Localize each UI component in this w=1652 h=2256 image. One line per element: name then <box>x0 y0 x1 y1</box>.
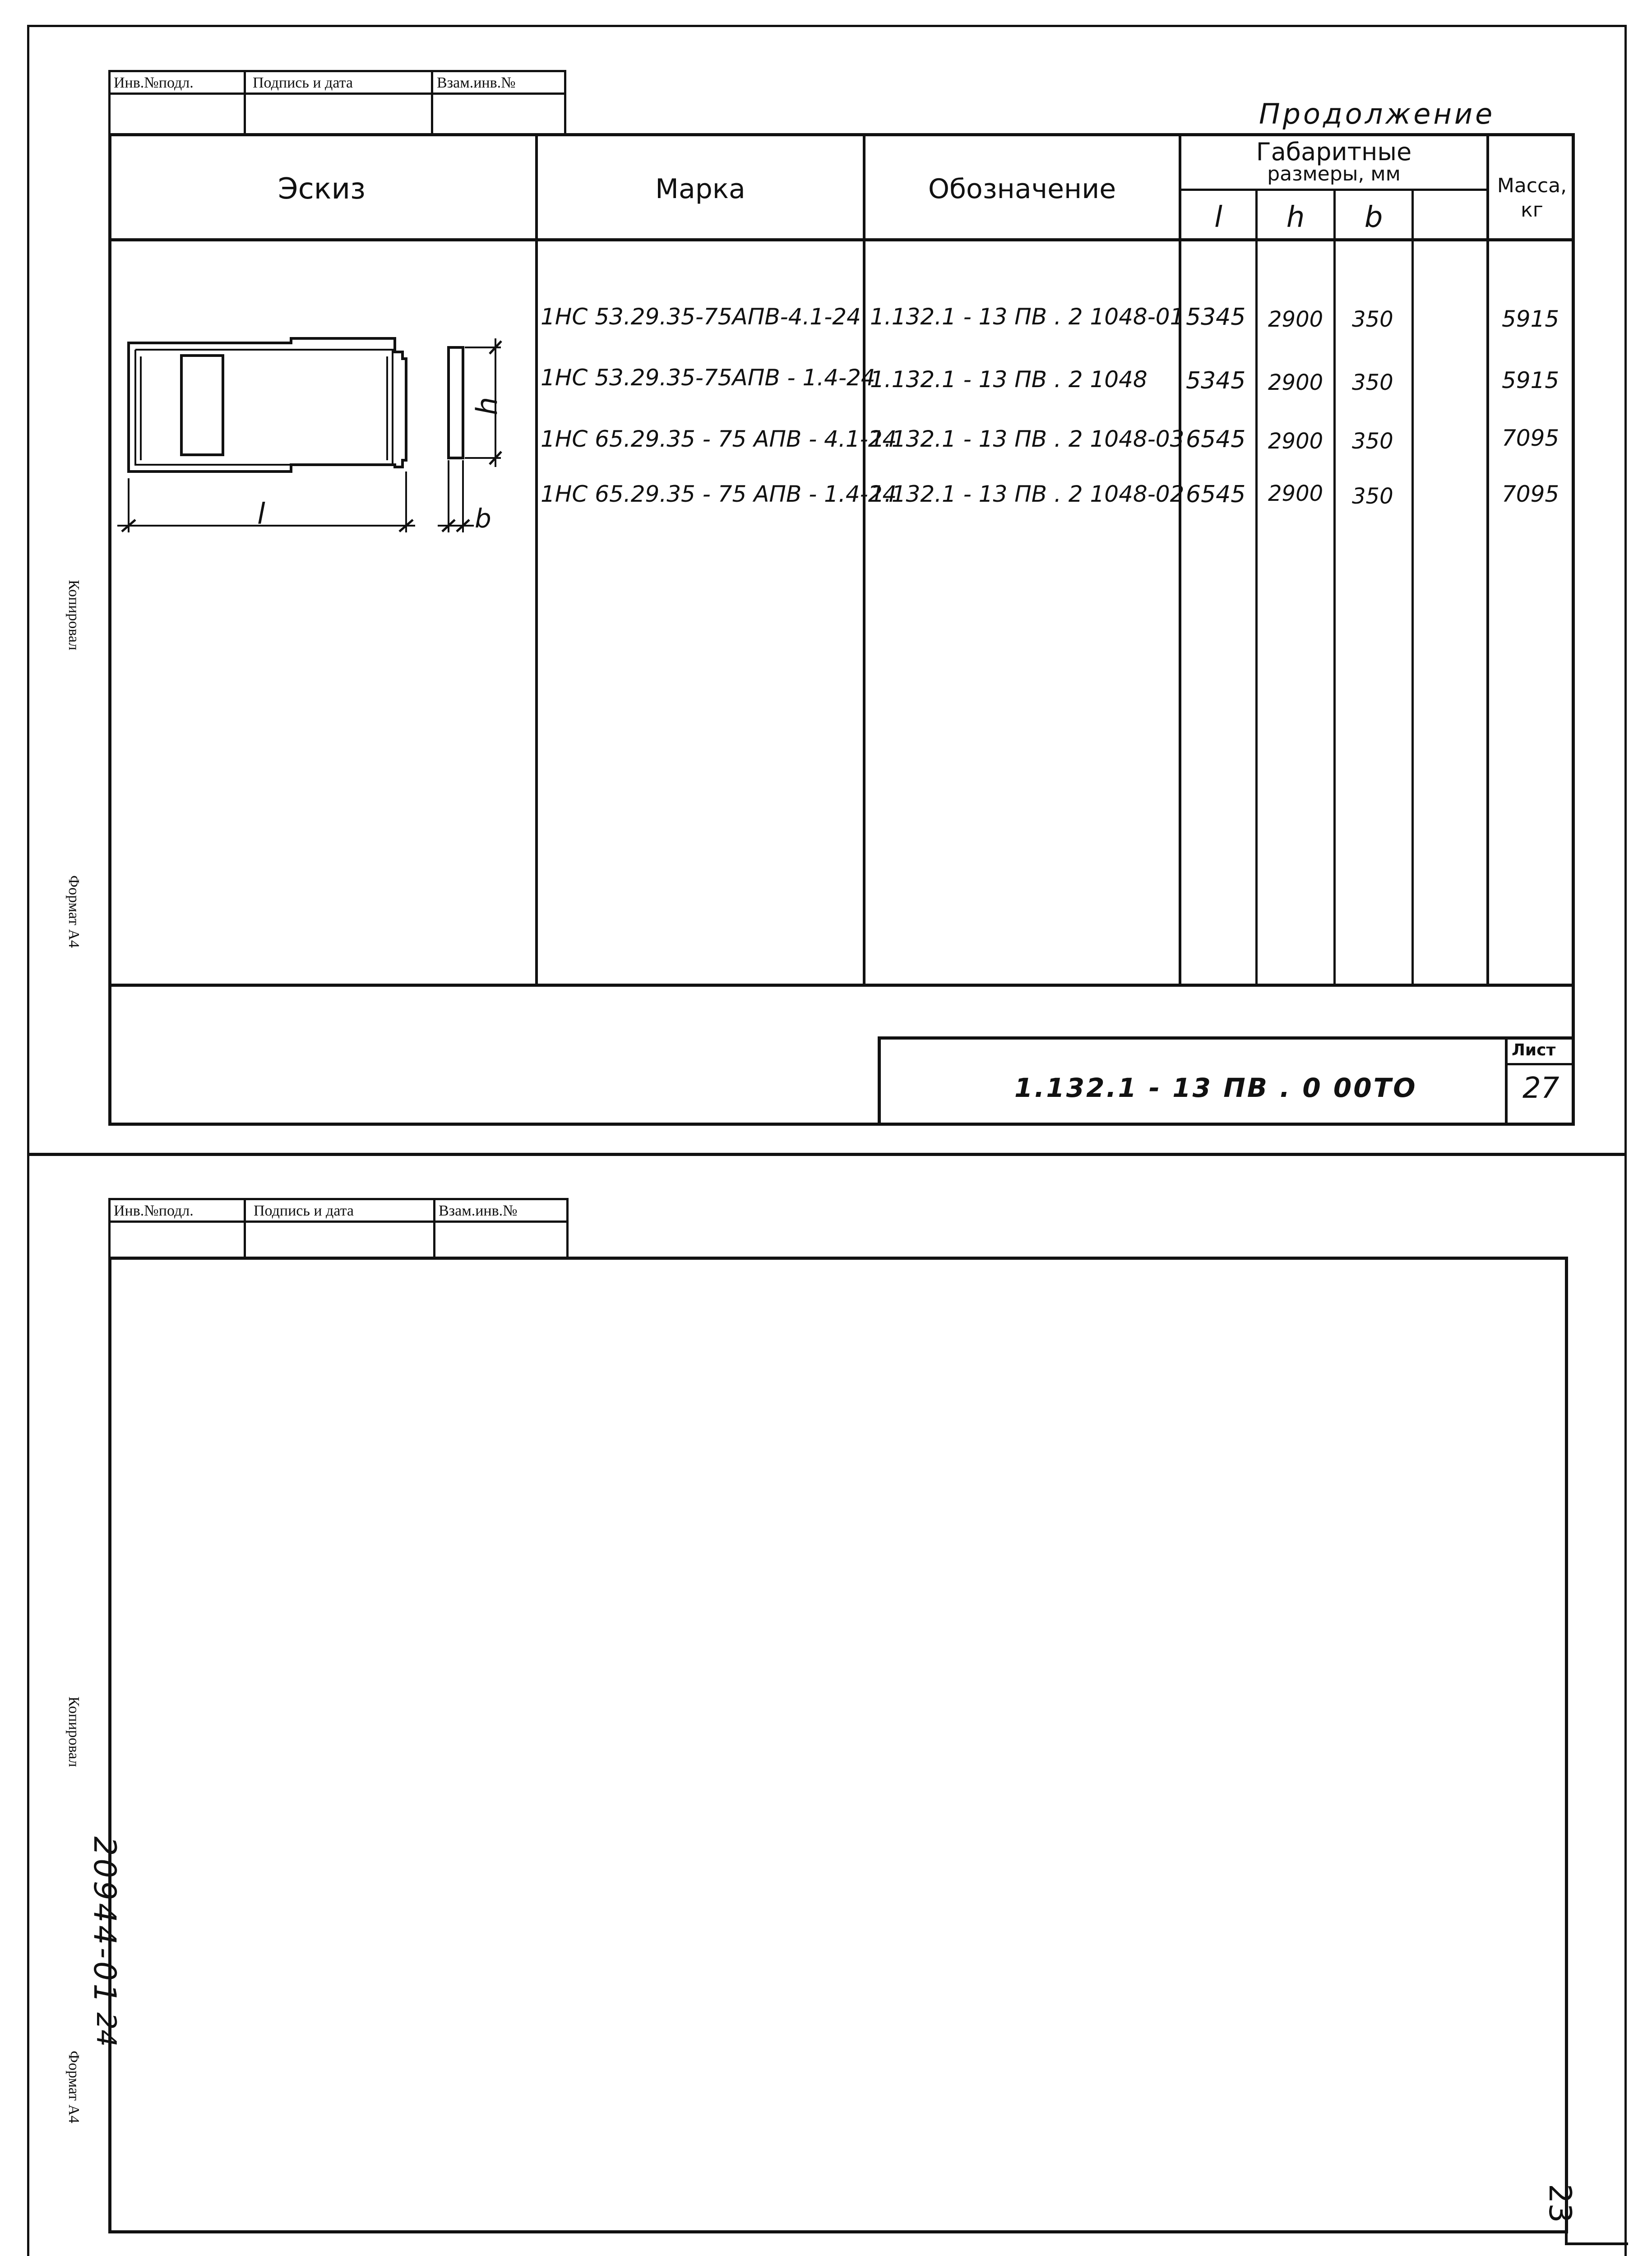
header-bottom-line <box>108 238 1575 241</box>
header-dims-title-2: размеры, мм <box>1267 162 1401 185</box>
row-1-b: 350 <box>1352 307 1393 332</box>
side-copied-label-2: Копировал <box>65 1697 82 1767</box>
stamp-inv-value-2 <box>108 1220 246 1259</box>
stamp-vzam-label: Взам.инв.№ <box>437 74 516 91</box>
header-mass-1: Масса, <box>1497 174 1567 197</box>
sketch-label-h: h <box>471 397 504 416</box>
table-bottom-line <box>108 984 1575 987</box>
header-dim-b: b <box>1364 201 1383 234</box>
col-sep-2 <box>863 133 865 985</box>
col-sep-1 <box>535 133 538 985</box>
col-sep-3 <box>1179 133 1181 985</box>
row-3-b: 350 <box>1352 429 1393 454</box>
row-3-mark: 1НС 65.29.35 - 75 АПВ - 4.1-24 <box>541 426 897 452</box>
continuation-label: Продолжение <box>1259 97 1495 130</box>
row-4-mark: 1НС 65.29.35 - 75 АПВ - 1.4-24 <box>541 481 897 507</box>
sketch-label-b: b <box>475 503 491 534</box>
corner-strip-bottom <box>1565 2242 1628 2245</box>
header-designation: Обозначение <box>928 173 1116 205</box>
stamp-vzam-value <box>431 92 566 135</box>
stamp-sign-value-2 <box>244 1220 435 1259</box>
header-sketch: Эскиз <box>278 172 366 206</box>
row-2-designation: 1.132.1 - 13 ПВ . 2 1048 <box>870 366 1148 393</box>
corner-number: 23 <box>1542 2184 1578 2223</box>
side-copied-label: Копировал <box>65 580 82 651</box>
row-4-h: 2900 <box>1268 481 1323 506</box>
main-frame-2 <box>108 1257 1568 2233</box>
stamp-sign-label: Подпись и дата <box>253 74 353 91</box>
header-mass-2: кг <box>1521 199 1543 222</box>
header-dim-l: l <box>1214 201 1222 234</box>
row-1-l: 5345 <box>1186 304 1246 331</box>
row-1-designation: 1.132.1 - 13 ПВ . 2 1048-01 <box>870 304 1185 330</box>
sheet-number: 27 <box>1522 1072 1559 1105</box>
row-2-h: 2900 <box>1268 370 1323 395</box>
side-page-number: 24 <box>90 2012 122 2047</box>
row-3-h: 2900 <box>1268 429 1323 454</box>
side-format-label-2: Формат А4 <box>65 2051 82 2123</box>
row-3-mass: 7095 <box>1502 425 1559 451</box>
row-3-l: 6545 <box>1186 426 1246 453</box>
row-4-mass: 7095 <box>1502 481 1559 507</box>
row-3-designation: 1.132.1 - 13 ПВ . 2 1048-03 <box>870 426 1185 452</box>
stamp-inv-label: Инв.№подл. <box>114 74 194 91</box>
sheet-label: Лист <box>1512 1041 1556 1059</box>
row-2-mark: 1НС 53.29.35-75АПВ - 1.4-24 <box>541 365 875 391</box>
row-4-b: 350 <box>1352 484 1393 509</box>
side-format-label: Формат А4 <box>65 875 82 948</box>
stamp-inv-label-2: Инв.№подл. <box>114 1202 194 1219</box>
title-block-sheet-sep <box>1505 1036 1508 1126</box>
stamp-inv-value <box>108 92 246 135</box>
panel-sketch <box>108 316 532 559</box>
header-mark: Марка <box>655 173 745 205</box>
row-2-mass: 5915 <box>1502 367 1559 393</box>
stamp-sign-label-2: Подпись и дата <box>254 1202 354 1219</box>
row-2-b: 350 <box>1352 370 1393 395</box>
stamp-sign-value <box>244 92 433 135</box>
title-block-sheet-label-line <box>1505 1063 1575 1065</box>
col-sep-4 <box>1486 133 1489 985</box>
header-dims-title-1: Габаритные <box>1256 138 1412 166</box>
main-frame <box>108 133 1575 1126</box>
row-4-designation: 1.132.1 - 13 ПВ . 2 1048-02 <box>870 481 1185 507</box>
col-sep-h <box>1333 189 1336 985</box>
stamp-vzam-value-2 <box>433 1220 569 1259</box>
row-1-mark: 1НС 53.29.35-75АПВ-4.1-24 <box>541 304 861 330</box>
row-2-l: 5345 <box>1186 367 1246 394</box>
header-dim-h: h <box>1286 201 1305 234</box>
side-handwritten-number: 20944-01 <box>87 1836 122 2006</box>
row-1-h: 2900 <box>1268 307 1323 332</box>
row-1-mass: 5915 <box>1502 306 1559 332</box>
doc-code: 1.132.1 - 13 ПВ . 0 00ТО <box>1014 1073 1417 1103</box>
stamp-vzam-label-2: Взам.инв.№ <box>439 1202 518 1219</box>
col-sep-l <box>1255 189 1258 985</box>
row-4-l: 6545 <box>1186 481 1246 508</box>
sketch-label-l: l <box>257 498 265 531</box>
col-sep-b <box>1411 189 1414 985</box>
sheet-2 <box>0 1155 1652 2256</box>
